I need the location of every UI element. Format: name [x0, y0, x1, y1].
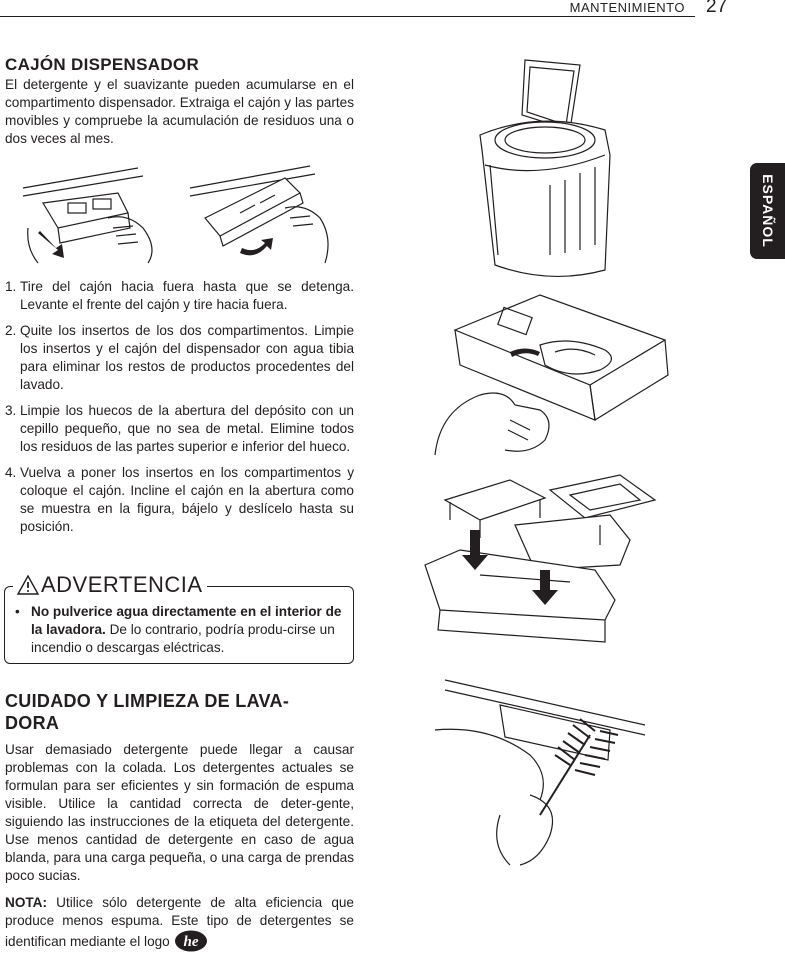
step-item	[5, 322, 354, 394]
warning-heading	[13, 572, 207, 598]
care-body: Usar demasiado detergente puede llegar a causar problemas con la colada. Los detergentes actuales se formulan para ser eficientes y sin formación de espuma visible. Utilice la cantidad correcta de deter-gente, siguiendo las instrucciones de la etiqueta del detergente. Use menos cantidad de detergente en caso de agua blanda, para una carga pequeña, o una carga de prendas poco sucias.	[5, 742, 354, 883]
he-logo-text: he	[183, 934, 199, 950]
drawer-lift-illustration	[185, 158, 335, 266]
care-title-line2: DORA	[5, 713, 60, 733]
step-item	[5, 278, 354, 314]
warning-title: ADVERTENCIA	[41, 572, 203, 597]
page-header	[0, 0, 785, 20]
drawer-title: CAJÓN DISPENSADOR	[5, 55, 200, 74]
step-number: 1.	[5, 279, 17, 294]
care-title	[5, 690, 354, 734]
step-text: Tire del cajón hacia fuera hasta que se detenga. Levante el frente del cajón y tire hacia fuera.	[20, 279, 354, 312]
language-tab-label: ESPAÑOL	[759, 174, 776, 248]
washer-illustration	[470, 55, 620, 280]
note-text: Utilice sólo detergente de alta eficiencia que produce menos espuma. Este tipo de detergentes se identifican mediante el logo	[5, 895, 354, 949]
step-item	[5, 464, 354, 536]
he-logo-icon	[174, 930, 208, 952]
step-item	[5, 402, 354, 456]
step-number: 3.	[5, 403, 17, 418]
header-rule	[0, 16, 695, 17]
warning-text	[15, 603, 345, 657]
brush-cleaning-illustration	[430, 675, 650, 870]
section-name: MANTENIMIENTO	[569, 0, 685, 15]
step-text: Quite los insertos de los dos compartimentos. Limpie los insertos y el cajón del dispensador con agua tibia para eliminar los restos de productos procedentes del lavado.	[20, 323, 354, 392]
page-number: 27	[706, 0, 728, 17]
warning-body	[15, 603, 345, 657]
drawer-pull-illustration	[18, 158, 164, 266]
step-text: Vuelva a poner los insertos en los compartimentos y coloque el cajón. Incline el cajón en la abertura como se muestra en la figura, bájelo y deslícelo hasta su posición.	[20, 465, 354, 534]
warning-bold-text: No pulverice agua directamente en el interior de la lavadora.	[31, 604, 342, 637]
language-tab	[750, 163, 785, 259]
note-label: NOTA:	[5, 895, 48, 910]
warning-triangle-icon	[17, 575, 39, 595]
dispenser-drawer-illustration	[430, 290, 670, 460]
warning-rest-text: De lo contrario, podría produ-cirse un incendio o descargas eléctricas.	[31, 622, 335, 655]
care-note	[5, 894, 354, 952]
step-number: 4.	[5, 465, 17, 480]
step-text: Limpie los huecos de la abertura del depósito con un cepillo pequeño, que no sea de metal. Elimine todos los residuos de las partes superior e inferior del hueco.	[20, 403, 354, 454]
drawer-inserts-illustration	[420, 470, 660, 650]
drawer-steps	[5, 278, 354, 544]
warning-box	[4, 572, 354, 664]
drawer-intro: El detergente y el suavizante pueden acumularse en el compartimento dispensador. Extraiga el cajón y las partes movibles y compruebe la acumulación de residuos una o dos veces al mes.	[5, 77, 354, 146]
warning-bullet: •	[15, 604, 20, 619]
care-title-line1: CUIDADO Y LIMPIEZA DE LAVA-	[5, 691, 290, 711]
step-number: 2.	[5, 323, 17, 338]
